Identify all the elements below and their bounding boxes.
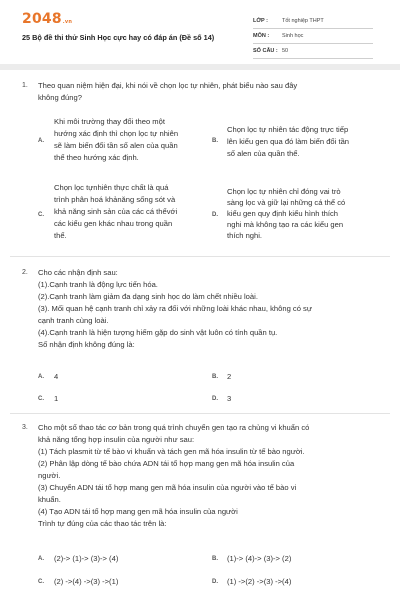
question-line: (1) Tách plasmit từ tế bào vi khuẩn và tách gen mã hóa insulin từ tế bào người. [38, 447, 305, 456]
question-line: Số nhận định không đúng là: [38, 340, 135, 349]
site-logo[interactable] [22, 11, 72, 27]
logo-main: 2048 [22, 11, 62, 27]
option-text: (1) ->(2) ->(3) ->(4) [227, 577, 292, 586]
header-divider [0, 64, 400, 70]
option-line: khả năng sinh sản của các cá thểvới [54, 207, 178, 216]
meta-value: Sinh học [282, 33, 304, 39]
option-line: thể theo hướng xác định. [54, 153, 139, 162]
option-letter: D. [212, 212, 218, 218]
question-line: (3). Mối quan hệ cạnh tranh chỉ xảy ra đối với những loài khác nhau, không có sự [38, 304, 312, 313]
exam-title: 25 Bộ đề thi thử Sinh Học cực hay có đáp án (Đề số 14) [22, 33, 215, 42]
option-text: 4 [54, 372, 59, 381]
question-line: (4) Tạo ADN tái tổ hợp mang gen mã hóa insulin của người [38, 507, 238, 516]
question-line: khả năng tổng hợp insulin của người như sau: [38, 435, 195, 444]
question-text [38, 80, 373, 104]
meta-key: SỐ CÂU : [253, 48, 278, 54]
meta-value: 50 [282, 48, 289, 54]
question-line: (2) Phân lập dòng tế bào chứa ADN tái tổ hợp mang gen mã hóa insulin của [38, 459, 295, 468]
question-number: 3. [22, 424, 28, 431]
question-line: Theo quan niệm hiện đại, khi nói về chọn lọc tự nhiên, phát biểu nào sau đây [38, 81, 298, 90]
option-letter: A. [38, 556, 44, 562]
question-number: 1. [22, 82, 28, 89]
meta-row-subject [253, 29, 373, 44]
meta-row-class [253, 14, 373, 29]
option-text: 1 [54, 394, 59, 403]
option-text: (1)-> (4)-> (3)-> (2) [227, 554, 292, 563]
logo-suffix: .vn [62, 19, 73, 25]
option-text [54, 182, 219, 242]
question-separator [10, 413, 390, 414]
option-letter: B. [212, 374, 218, 380]
option-letter: D. [212, 396, 218, 402]
option-text: 2 [227, 372, 232, 381]
question-line: (3) Chuyển ADN tái tổ hợp mang gen mã hóa insulin của người vào tế bào vi [38, 483, 297, 492]
exam-meta [253, 14, 373, 59]
option-line: Chọn lọc tự nhiên tác động trực tiếp [227, 125, 349, 134]
option-text [227, 124, 387, 160]
option-line: nghi mà không tạo ra các kiểu gen [227, 220, 344, 229]
option-letter: C. [38, 579, 44, 585]
question-line: không đúng? [38, 93, 82, 102]
question-text [38, 267, 373, 351]
option-text [54, 116, 219, 164]
question-text [38, 422, 373, 530]
meta-row-count [253, 44, 373, 59]
option-line: Khi môi trường thay đổi theo một [54, 117, 165, 126]
option-line: Chọn lọc tựnhiên thực chất là quá [54, 183, 169, 192]
meta-value: Tốt nghiệp THPT [282, 18, 324, 24]
question-line: Cho các nhận định sau: [38, 268, 118, 277]
question-line: Cho một số thao tác cơ bản trong quá trình chuyển gen tạo ra chủng vi khuẩn có [38, 423, 310, 432]
option-letter: B. [212, 138, 218, 144]
option-line: số alen của quần thể. [227, 149, 300, 158]
option-letter: B. [212, 556, 218, 562]
option-text: (2)-> (1)-> (3)-> (4) [54, 554, 119, 563]
option-line: kiểu gen quy định kiểu hình thích [227, 209, 339, 218]
question-line: (4).Cạnh tranh là hiện tượng hiếm gặp do sinh vật luôn có tính quần tụ. [38, 328, 278, 337]
option-line: Chọn lọc tự nhiên chỉ đóng vai trò [227, 187, 341, 196]
option-line: lên kiểu gen qua đó làm biến đổi tần [227, 137, 350, 146]
meta-key: MÔN : [253, 33, 270, 39]
option-line: hướng xác định thì chọn lọc tự nhiên [54, 129, 179, 138]
option-letter: C. [38, 212, 44, 218]
question-number: 2. [22, 269, 28, 276]
option-line: trình phân hoá khảnăng sống sót và [54, 195, 176, 204]
question-line: cạnh tranh cùng loài. [38, 316, 109, 325]
meta-key: LỚP : [253, 18, 268, 24]
question-line: người. [38, 471, 61, 480]
option-line: sàng lọc và giữ lại những cá thể có [227, 198, 346, 207]
option-letter: A. [38, 138, 44, 144]
question-line: (1).Cạnh tranh là động lực tiến hóa. [38, 280, 158, 289]
option-line: thích nghi. [227, 231, 263, 240]
question-line: Trình tự đúng của các thao tác trên là: [38, 519, 167, 528]
option-text: 3 [227, 394, 232, 403]
question-line: (2).Cạnh tranh làm giảm đa dạng sinh học do làm chết nhiều loài. [38, 292, 258, 301]
option-text [227, 186, 387, 241]
option-letter: C. [38, 396, 44, 402]
option-line: các kiểu gen khác nhau trong quần [54, 219, 173, 228]
page-header [0, 0, 400, 64]
option-letter: D. [212, 579, 218, 585]
question-separator [10, 256, 390, 257]
option-line: sẽ làm biến đổi tần số alen của quần [54, 141, 178, 150]
question-line: khuẩn. [38, 495, 61, 504]
option-line: thể. [54, 231, 67, 240]
option-letter: A. [38, 374, 44, 380]
option-text: (2) ->(4) ->(3) ->(1) [54, 577, 119, 586]
